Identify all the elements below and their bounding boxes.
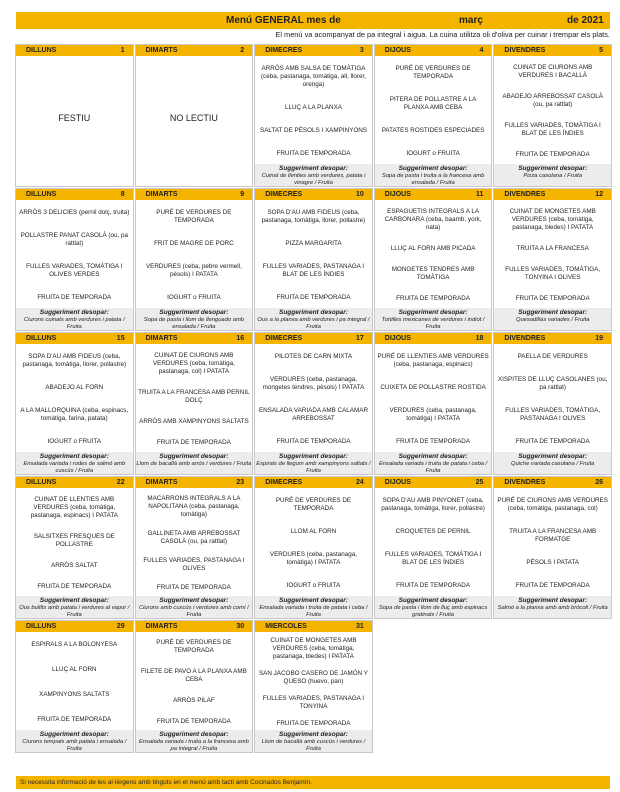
dinner-suggestion: [16, 596, 133, 618]
dinner-suggestion: [375, 596, 492, 618]
dish-item: FRUITA DE TEMPORADA: [156, 584, 231, 592]
dish-item: SOPA D'AU AMB FIDEUS (ceba, pastanaga, tomàtiga, llorer, pollastre): [261, 208, 366, 224]
dish-item: FULLES VARIADES, TOMÀTIGA, PASTANAGA I OLIVES: [505, 407, 601, 423]
dish-item: LLUÇ A LA PLANXA: [284, 103, 343, 111]
week-row: [15, 620, 611, 753]
suggestion-title: Suggeriment desopar:: [398, 453, 468, 460]
day-name: DILLUNS: [26, 190, 57, 198]
dish-item: FRUITA DE TEMPORADA: [276, 438, 351, 446]
dish-item: MONGETES TENDRES AMB TOMÀTIGA: [391, 266, 475, 282]
dish-item: ESPAGUETIS INTEGRALS A LA CARBONARA (ceba, baamb, york, nata): [384, 207, 482, 231]
dish-item: TRUITA A LA FRANCESA AMB PERNIL DOLÇ: [138, 388, 250, 404]
dish-list: [255, 345, 372, 454]
dinner-suggestion: [375, 452, 492, 474]
dish-item: LLOM AL FORN: [290, 527, 337, 535]
day-header: [136, 45, 253, 56]
day-cell: [254, 476, 373, 619]
dish-item: ARRÒS PILAF: [173, 696, 215, 704]
dish-item: SALSITXES FRESQUES DE POLLASTRE: [33, 532, 115, 548]
day-date: 11: [475, 190, 484, 198]
day-name: DIJOUS: [384, 190, 411, 198]
dish-item: PURÉ DE VERDURES DE TEMPORADA: [156, 208, 232, 224]
dish-item: PIZZA MARGARITA: [285, 239, 342, 247]
dish-list: [136, 633, 253, 732]
dish-item: PURÉ DE VERDURES DE TEMPORADA: [275, 496, 352, 512]
suggestion-text: Ensalada variada i truita a la francesa amb pa integral / Fruita: [138, 739, 249, 752]
day-date: 29: [116, 622, 125, 630]
suggestion-text: Cuinat de llenties amb verdures, patata i vinagre / Fruita: [261, 173, 366, 186]
dinner-suggestion: [16, 452, 133, 474]
day-name: DIJOUS: [384, 46, 411, 54]
dinner-suggestion: [255, 452, 372, 474]
day-cell: [254, 188, 373, 331]
suggestion-title: Suggeriment desopar:: [278, 309, 348, 316]
day-date: 12: [595, 190, 603, 198]
dish-item: FRUITA DE TEMPORADA: [396, 438, 471, 446]
day-cell: [135, 188, 254, 331]
suggestion-title: Suggeriment desopar:: [39, 309, 109, 316]
dish-item: FRUITA DE TEMPORADA: [156, 717, 231, 725]
dish-item: CROQUETES DE PERNIL: [395, 527, 471, 535]
dinner-suggestion: [375, 308, 492, 330]
day-cell: [254, 44, 373, 187]
dish-item: TRUITA A LA FRANCESA: [516, 244, 589, 252]
dinner-suggestion: [255, 308, 372, 330]
suggestion-title: Suggeriment desopar:: [159, 731, 229, 738]
day-cell: [15, 188, 134, 331]
day-header: [16, 477, 133, 488]
day-date: 1: [120, 46, 125, 54]
suggestion-text: Ensalada variada i truita de patata i ceba / Fruita: [378, 461, 488, 474]
dish-list: [375, 489, 492, 598]
suggestion-title: Suggeriment desopar:: [278, 597, 348, 604]
dish-item: FRUITA DE TEMPORADA: [37, 294, 112, 302]
day-cell: [135, 332, 254, 475]
dish-item: FULLES VARIADES, PASTANAGA I OLIVES: [143, 557, 245, 573]
dish-item: FULLES VARIADES, TOMÀTIGA I OLIVES VERDES: [26, 263, 123, 279]
dish-item: FULLES VARIADES, PASTANAGA I TONYINA: [262, 694, 365, 710]
day-name: DIVENDRES: [504, 46, 546, 54]
day-date: 26: [595, 478, 603, 486]
day-name: DIMECRES: [265, 478, 303, 486]
suggestion-text: Ensalada variada i rodes de salmó amb cuscús / Fruita: [23, 461, 126, 474]
day-header: [16, 189, 133, 200]
day-cell: [374, 476, 493, 619]
allergen-footer: Si necessita informació de les al·lèrgens amb tinguts en el menú amb tacti amb Cocinados Benjamín.: [16, 776, 610, 789]
day-name: DIMARTS: [145, 334, 178, 342]
dish-list: [136, 345, 253, 454]
dish-list: [375, 57, 492, 166]
dish-item: PITERA DE POLLASTRE A LA PLANXA AMB CEBA: [389, 95, 477, 111]
dish-item: CUINAT DE MONGETES AMB VERDURES (ceba, tomàtiga, pastanaga, bledes) I PATATA: [270, 637, 357, 661]
dish-item: ABADEJO ARREBOSSAT CASOLÀ (ou, pa rattlat): [502, 92, 603, 108]
day-date: 8: [120, 190, 125, 198]
dish-item: FRUITA DE TEMPORADA: [276, 719, 351, 727]
dish-item: PILOTES DE CARN MIXTA: [274, 352, 353, 360]
dish-item: PURÉ DE LLENTIES AMB VERDURES (ceba, pastanaga, espinacs): [377, 352, 489, 368]
day-name: DILLUNS: [26, 622, 57, 630]
day-date: 18: [475, 334, 484, 342]
day-cell: [493, 332, 612, 475]
suggestion-text: Ciurons amb cuscús i verdures amb comí / Fruita: [138, 605, 249, 618]
day-date: 17: [355, 334, 364, 342]
dinner-suggestion: [255, 164, 372, 186]
dish-item: TRUITA A LA FRANCESA AMB FORMATGE: [509, 527, 597, 543]
dish-list: [255, 57, 372, 166]
suggestion-title: Suggeriment desopar:: [398, 309, 468, 316]
menu-year: de 2021: [567, 15, 604, 26]
suggestion-text: Ensalada variada i truita de patata i ceba / Fruita: [259, 605, 368, 618]
dish-item: CUIXETA DE POLLASTRE ROSTIDA: [380, 383, 486, 391]
day-header: [375, 189, 492, 200]
day-cell: [374, 44, 493, 187]
dish-item: XISPITES DE LLUÇ CASOLANES (ou, pa rattlat): [497, 375, 608, 391]
day-date: 24: [355, 478, 364, 486]
day-name: DIMARTS: [145, 478, 178, 486]
dish-item: POLLASTRE PANAT CASOLÀ (ou, pa rattlat): [20, 231, 129, 247]
dinner-suggestion: [16, 308, 133, 330]
suggestion-title: Suggeriment desopar:: [39, 453, 109, 460]
suggestion-text: Espirals de llegum amb xampinyons saltats / Fruita: [256, 461, 371, 474]
day-cell: [254, 332, 373, 475]
day-cell: [493, 188, 612, 331]
day-cell: [135, 44, 254, 187]
day-header: [16, 621, 133, 632]
day-header: [494, 45, 611, 56]
suggestion-title: Suggeriment desopar:: [278, 731, 348, 738]
dish-item: ABADEJO AL FORN: [45, 383, 104, 391]
day-header: [494, 333, 611, 344]
day-date: 4: [479, 46, 484, 54]
day-cell: [374, 188, 493, 331]
menu-note: El menú va acompanyat de pa integral i aigua. La cuina utilitza oli d'oliva per cuinar i trempar els plats.: [275, 30, 610, 39]
day-name: DILLUNS: [26, 46, 57, 54]
dish-item: SAN JACOBO CASERO DE JAMÓN Y QUESO (huevo, pan): [258, 670, 369, 686]
suggestion-text: Salmó a la planxa amb amb bròcoli / Fruita: [497, 605, 608, 611]
dish-list: [375, 345, 492, 454]
day-date: 23: [236, 478, 245, 486]
day-name: DIMARTS: [145, 190, 178, 198]
dish-item: FRUITA DE TEMPORADA: [515, 151, 590, 159]
dish-item: FULLES VARIADES, TOMÀTIGA, TONYINA I OLIVES: [505, 266, 601, 282]
day-cell: [135, 476, 254, 619]
dish-list: [255, 489, 372, 598]
suggestion-text: Llom de bacallà amb arrós i verdures / Fruita: [136, 461, 252, 467]
dish-list: [16, 633, 133, 732]
dish-item: IOGURT o FRUITA: [286, 582, 341, 590]
day-cell: [15, 332, 134, 475]
day-header: [136, 621, 253, 632]
day-cell: [493, 44, 612, 187]
dish-item: FRUITA DE TEMPORADA: [276, 150, 351, 158]
dish-item: FULLES VARIADES, TOMÀTIGA I BLAT DE LES ÍNDIES: [384, 551, 482, 567]
dish-item: PATATES ROSTIDES ESPECIADES: [381, 127, 485, 135]
dish-item: VERDURES (ceba, pastanaga, tomàtiga) I PATATA: [389, 407, 477, 423]
suggestion-title: Suggeriment desopar:: [39, 731, 109, 738]
day-header: [494, 477, 611, 488]
day-date: 5: [599, 46, 603, 54]
suggestion-title: Suggeriment desopar:: [398, 597, 468, 604]
day-cell: [254, 620, 373, 753]
dish-item: FULLES VARIADES, PASTANAGA I BLAT DE LES ÍNDIES: [262, 263, 365, 279]
dish-list: [375, 201, 492, 310]
dish-item: VERDURES (ceba, pastanaga, mongetes tendres, pèsols) I PATATA: [262, 375, 365, 391]
dish-list: [136, 201, 253, 310]
day-header: [255, 189, 372, 200]
suggestion-text: Quesadillas variades / Fruita: [515, 317, 590, 323]
title-bar: [16, 12, 610, 29]
day-date: 31: [355, 622, 364, 630]
day-header: [16, 45, 133, 56]
dish-item: FRUITA DE TEMPORADA: [515, 582, 590, 590]
dish-list: [494, 201, 611, 310]
suggestion-title: Suggeriment desopar:: [278, 165, 348, 172]
dish-item: ARRÒS AMB SALSA DE TOMÀTIGA (ceba, pastanaga, tomàtiga, all, llorer, orenga): [260, 64, 366, 88]
dish-item: PURÉ DE CIURONS AMB VERDURES (ceba, tomàtiga, pastanaga, col): [497, 496, 608, 512]
week-row: [15, 332, 611, 475]
dish-item: IOGURT o FRUITA: [167, 294, 221, 302]
day-name: DIMECRES: [265, 190, 303, 198]
dinner-suggestion: [494, 164, 611, 186]
dish-list: [16, 489, 133, 598]
day-date: 15: [116, 334, 125, 342]
day-date: 10: [355, 190, 364, 198]
dish-list: [255, 201, 372, 310]
suggestion-title: Suggeriment desopar:: [159, 453, 229, 460]
day-header: [16, 333, 133, 344]
dish-item: VERDURES (ceba, pastanaga, tomàtiga) I PATATA: [269, 551, 358, 567]
dish-item: FRUITA DE TEMPORADA: [515, 438, 590, 446]
dish-item: SOPA D'AU AMB FIDEUS (ceba, pastanaga, tomàtiga, llorer, pollastre): [22, 352, 127, 368]
day-header: [255, 621, 372, 632]
day-date: 25: [475, 478, 484, 486]
day-name: DIVENDRES: [504, 334, 546, 342]
dish-item: GALLINETA AMB ARREBOSSAT CASOLÀ (ou, pa rattlat): [147, 529, 241, 545]
dinner-suggestion: [136, 730, 253, 752]
menu-title: Menú GENERAL mes de: [226, 15, 341, 26]
dish-item: ESPIRALS A LA BOLONYESA: [31, 641, 118, 649]
dish-item: FRUITA DE TEMPORADA: [37, 715, 112, 723]
day-name: MIERCOLES: [265, 622, 307, 630]
day-cell: [15, 620, 134, 753]
day-date: 9: [240, 190, 245, 198]
day-name: DIVENDRES: [504, 190, 546, 198]
day-cell: [493, 476, 612, 619]
suggestion-text: Ciurons tempats amb patata i ensalada / Fruita: [22, 739, 127, 752]
day-header: [494, 189, 611, 200]
suggestion-text: Ous bullits amb patata i verdures al vapor / Fruita: [19, 605, 130, 618]
day-name: DIJOUS: [384, 478, 411, 486]
suggestion-text: Ous a la planxa amb verdures i pa integral / Fruita: [257, 317, 370, 330]
day-header: [375, 477, 492, 488]
dish-item: PURÉ DE VERDURES DE TEMPORADA: [395, 64, 471, 80]
closed-label: FESTIU: [58, 112, 91, 123]
day-name: DILLUNS: [26, 334, 57, 342]
day-header: [136, 477, 253, 488]
dish-item: CUINAT DE CIURONS AMB VERDURES (ceba, tomàtiga, pastanaga, col) I PATATA: [152, 351, 235, 375]
dinner-suggestion: [494, 596, 611, 618]
dish-list: [494, 489, 611, 598]
suggestion-title: Suggeriment desopar:: [39, 597, 109, 604]
dish-item: ARRÒS 3 DELICIES (pernil dolç, truita): [19, 208, 130, 216]
dish-item: FRUITA DE TEMPORADA: [396, 295, 471, 303]
dish-item: FILETE DE PAVO A LA PLANXA AMB CEBA: [140, 668, 247, 684]
suggestion-title: Suggeriment desopar:: [518, 309, 588, 316]
dish-list: [255, 633, 372, 732]
day-header: [255, 333, 372, 344]
dish-item: FRUITA DE TEMPORADA: [515, 295, 590, 303]
suggestion-text: Sopa de pasta i llom de lluç amb espinacs gratinats / Fruita: [378, 605, 488, 618]
day-cell: [135, 620, 254, 753]
day-header: [375, 333, 492, 344]
dish-item: IOGURT o FRUITA: [406, 150, 460, 158]
day-name: DIJOUS: [384, 334, 411, 342]
dish-item: XAMPINYONS SALTATS: [39, 690, 110, 698]
day-date: 22: [116, 478, 125, 486]
dish-item: CUINAT DE MONGETES AMB VERDURES (ceba, tomàtiga, pastanaga, bledes) I PATATA: [509, 207, 596, 231]
dinner-suggestion: [255, 596, 372, 618]
dish-item: SOPA D'AU AMB PINYONET (ceba, pastanaga, tomàtiga, llorer, pollastre): [381, 496, 485, 512]
suggestion-title: Suggeriment desopar:: [518, 165, 588, 172]
dish-item: LLUÇ AL FORN AMB PICADA: [390, 244, 476, 252]
week-row: [15, 476, 611, 619]
dish-item: PÈSOLS I PATATA: [526, 559, 579, 567]
suggestion-text: Pizza casolana / Fruita: [523, 173, 582, 179]
suggestion-text: Ciurons cuinats amb verdures i patata / Fruita: [23, 317, 125, 330]
dinner-suggestion: [375, 164, 492, 186]
dinner-suggestion: [16, 730, 133, 752]
suggestion-text: Quiche variada casolana / Fruita: [510, 461, 595, 467]
day-header: [136, 189, 253, 200]
day-name: DIVENDRES: [504, 478, 546, 486]
dish-item: LLUÇ AL FORN: [52, 666, 97, 674]
dish-item: MACARRONS INTEGRALS A LA NAPOLITANA (ceba, pastanaga, tomàtiga): [147, 494, 241, 518]
suggestion-title: Suggeriment desopar:: [518, 453, 588, 460]
day-date: 19: [595, 334, 603, 342]
dish-item: IOGURT o FRUITA: [47, 438, 102, 446]
day-date: 30: [236, 622, 245, 630]
suggestion-title: Suggeriment desopar:: [278, 453, 348, 460]
suggestion-text: Tortilles mexicanes de verdures i indiot / Fruita: [381, 317, 485, 330]
suggestion-title: Suggeriment desopar:: [159, 309, 229, 316]
dish-list: [16, 345, 133, 454]
day-header: [255, 477, 372, 488]
dish-item: FRUITA DE TEMPORADA: [396, 582, 471, 590]
dish-list: [494, 57, 611, 166]
dish-item: CUINAT DE LLENTIES AMB VERDURES (ceba, tomàtiga, pastanaga, espinacs) I PATATA: [30, 495, 118, 519]
day-name: DILLUNS: [26, 478, 57, 486]
dinner-suggestion: [136, 596, 253, 618]
suggestion-text: Sopa de pasta i llom de llenguado amb ensalada / Fruita: [143, 317, 244, 330]
dinner-suggestion: [255, 730, 372, 752]
suggestion-title: Suggeriment desopar:: [159, 597, 229, 604]
suggestion-text: Llom de bacallà amb cuscús i verdures / Fruita: [261, 739, 366, 752]
day-name: DIMARTS: [145, 46, 178, 54]
dish-item: A LA MALLORQUINA (ceba, espinacs, tomàtiga, farina, patata): [20, 407, 129, 423]
dish-item: PURÉ DE VERDURES DE TEMPORADA: [156, 639, 232, 655]
day-date: 2: [240, 46, 245, 54]
dish-item: VERDURES (ceba, pebre vermell, pèsols) I PATATA: [145, 263, 242, 279]
day-cell: [374, 332, 493, 475]
dinner-suggestion: [494, 452, 611, 474]
day-header: [136, 333, 253, 344]
week-row: [15, 188, 611, 331]
dish-item: ARRÒS AMB XAMPINYONS SALTATS: [139, 418, 249, 426]
day-name: DIMECRES: [265, 334, 303, 342]
day-cell: [15, 44, 134, 187]
dish-item: FRUITA DE TEMPORADA: [37, 583, 112, 591]
suggestion-title: Suggeriment desopar:: [518, 597, 588, 604]
day-cell: [15, 476, 134, 619]
week-row: [15, 44, 611, 187]
dish-list: [494, 345, 611, 454]
menu-month: març: [459, 15, 483, 26]
dish-item: PAELLA DE VERDURES: [517, 352, 588, 360]
dish-list: [16, 201, 133, 310]
dish-item: FRUITA DE TEMPORADA: [156, 439, 231, 447]
day-name: DIMARTS: [145, 622, 178, 630]
dish-item: SALTAT DE PÈSOLS I XAMPINYONS: [260, 127, 367, 135]
dish-item: CUINAT DE CIURONS AMB VERDURES I BACALLÀ: [513, 63, 593, 79]
dish-item: FULLES VARIADES, TOMÀTIGA I BLAT DE LES ÍNDIES: [504, 122, 601, 138]
closed-label: NO LECTIU: [169, 112, 218, 123]
dish-item: FRIT DE MAGRE DE PORC: [154, 239, 234, 247]
dish-list: [136, 489, 253, 598]
day-name: DIMECRES: [265, 46, 303, 54]
day-header: [375, 45, 492, 56]
dinner-suggestion: [136, 452, 253, 474]
day-date: 16: [236, 334, 245, 342]
suggestion-text: Sopa de pasta i truita a la francesa amb ensalada / Fruita: [381, 173, 485, 186]
day-date: 3: [359, 46, 364, 54]
dinner-suggestion: [494, 308, 611, 330]
dish-item: FRUITA DE TEMPORADA: [276, 294, 351, 302]
dish-item: ARRÒS SALTAT: [51, 562, 98, 570]
suggestion-title: Suggeriment desopar:: [398, 165, 468, 172]
dinner-suggestion: [136, 308, 253, 330]
dish-item: ENSALADA VARIADA AMB CALAMAR ARREBOSSAT: [258, 407, 369, 423]
day-header: [255, 45, 372, 56]
